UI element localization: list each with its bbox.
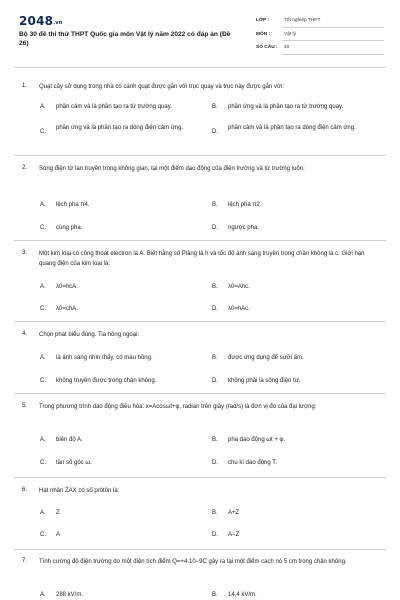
question-text: Hạt nhân ZAX có số prôtôn là: [39, 488, 120, 494]
question-text: Quạt cây sử dụng trong nhà có cánh quạt được gắn với trục quay và trục này được gắn với: [39, 84, 284, 90]
question-divider [14, 240, 386, 241]
header-divider [14, 67, 386, 68]
exam-meta [256, 16, 384, 57]
question-divider [14, 393, 386, 394]
site-logo[interactable]: $2048^{.vn}$ [19, 14, 63, 28]
question-divider [14, 477, 386, 478]
question-text: Chọn phát biểu đúng. Tia hồng ngoại: [39, 332, 140, 338]
meta-subject: MÔN : Vật lý [256, 30, 384, 44]
question-divider [14, 321, 386, 322]
meta-class: LỚP : Tốt nghiệp THPT [256, 16, 384, 30]
question-text: Một kim loại có công thoát electron là A. Biết hằng số Plăng là h và tốc độ ánh sáng truyền trong chân không là c. Giới hạn quang điện của kim loại là: [39, 251, 365, 267]
question-text: Tính cường độ điện trường do một điện tích điểm Q=+4.10−9C gây ra tại một điểm cách nó 5 cm trong chân không. [39, 559, 347, 565]
question-text: Trong phương trình dao động điều hòa: x=Acosωt+φ, radian trên giây (rad/s) là đơn vị đo của đại lượng: [39, 404, 317, 410]
exam-page: $2048^{.vn}$ Bộ 30 đề thi thử THPT Quốc gia môn Vật lý năm 2022 có đáp án (Đề 26) LỚP : Tốt nghiệp THPT MÔN : Vật lý SỐ CÂU : 40 1. Quạt cây sử dụng trong nhà có cánh quạt được gắn với trục quay và trục này được gắn với: A. phần cảm và là phần tạo ra từ trường quay. B. phần ứng và là phần tạo ra từ trường quay. C. phần ứng và là phần tạo ra dòng điện cảm ứng. D. phần cảm và là phần tạo ra dòng điện cảm ứng. 2. Sóng điện từ lan truyền trong không gian, tại một điểm dao động của điện trường và từ trường luôn: A. lệch pha π4. B. lệch pha π2. C. cùng pha. D. ngược pha. 3. Một kim loại có công thoát electron là A. Biết hằng số Plăng là h và tốc độ ánh sáng truyền trong chân không là c. Giới hạn quang điện của kim loại là: A. λ0=hcA. B. λ0=Ahc. C. λ0=chA. D. λ0=hAc. 4. Chọn phát biểu đúng. Tia hồng ngoại: A. là ánh sáng nhìn thấy, có màu hồng. B. được ứng dụng để sưởi ấm. C. không truyền được trong chân không. D. không phải là sóng điện từ. 5. Trong phương trình dao động điều hòa: x=Acosωt+φ, radian trên giây (rad/s) là đơn vị đo của đại lượng: A. biên độ A. B. pha dao động ωt + φ. C. tần số góc ω. D. chu kì dao động T. 6. Hạt nhân ZAX có số prôtôn là: A. Z B. A+Z C. A D. A−Z 7. Tính cường độ điện trường do một điện tích điểm Q=+4.10−9C gây ra tại một điểm cách nó 5 cm trong chân không. A. 288 kV/m. B. 14,4 kV/m. [0, 0, 400, 600]
meta-question-count: SỐ CÂU : 40 [256, 43, 384, 57]
page-title: Bộ 30 đề thi thử THPT Quốc gia môn Vật lý năm 2022 có đáp án (Đề 26) [19, 31, 231, 47]
header [0, 0, 400, 66]
question-divider [14, 549, 386, 550]
question-text: Sóng điện từ lan truyền trong không gian, tại một điểm dao động của điện trường và từ trường luôn: [39, 166, 305, 172]
question-divider [14, 155, 386, 156]
